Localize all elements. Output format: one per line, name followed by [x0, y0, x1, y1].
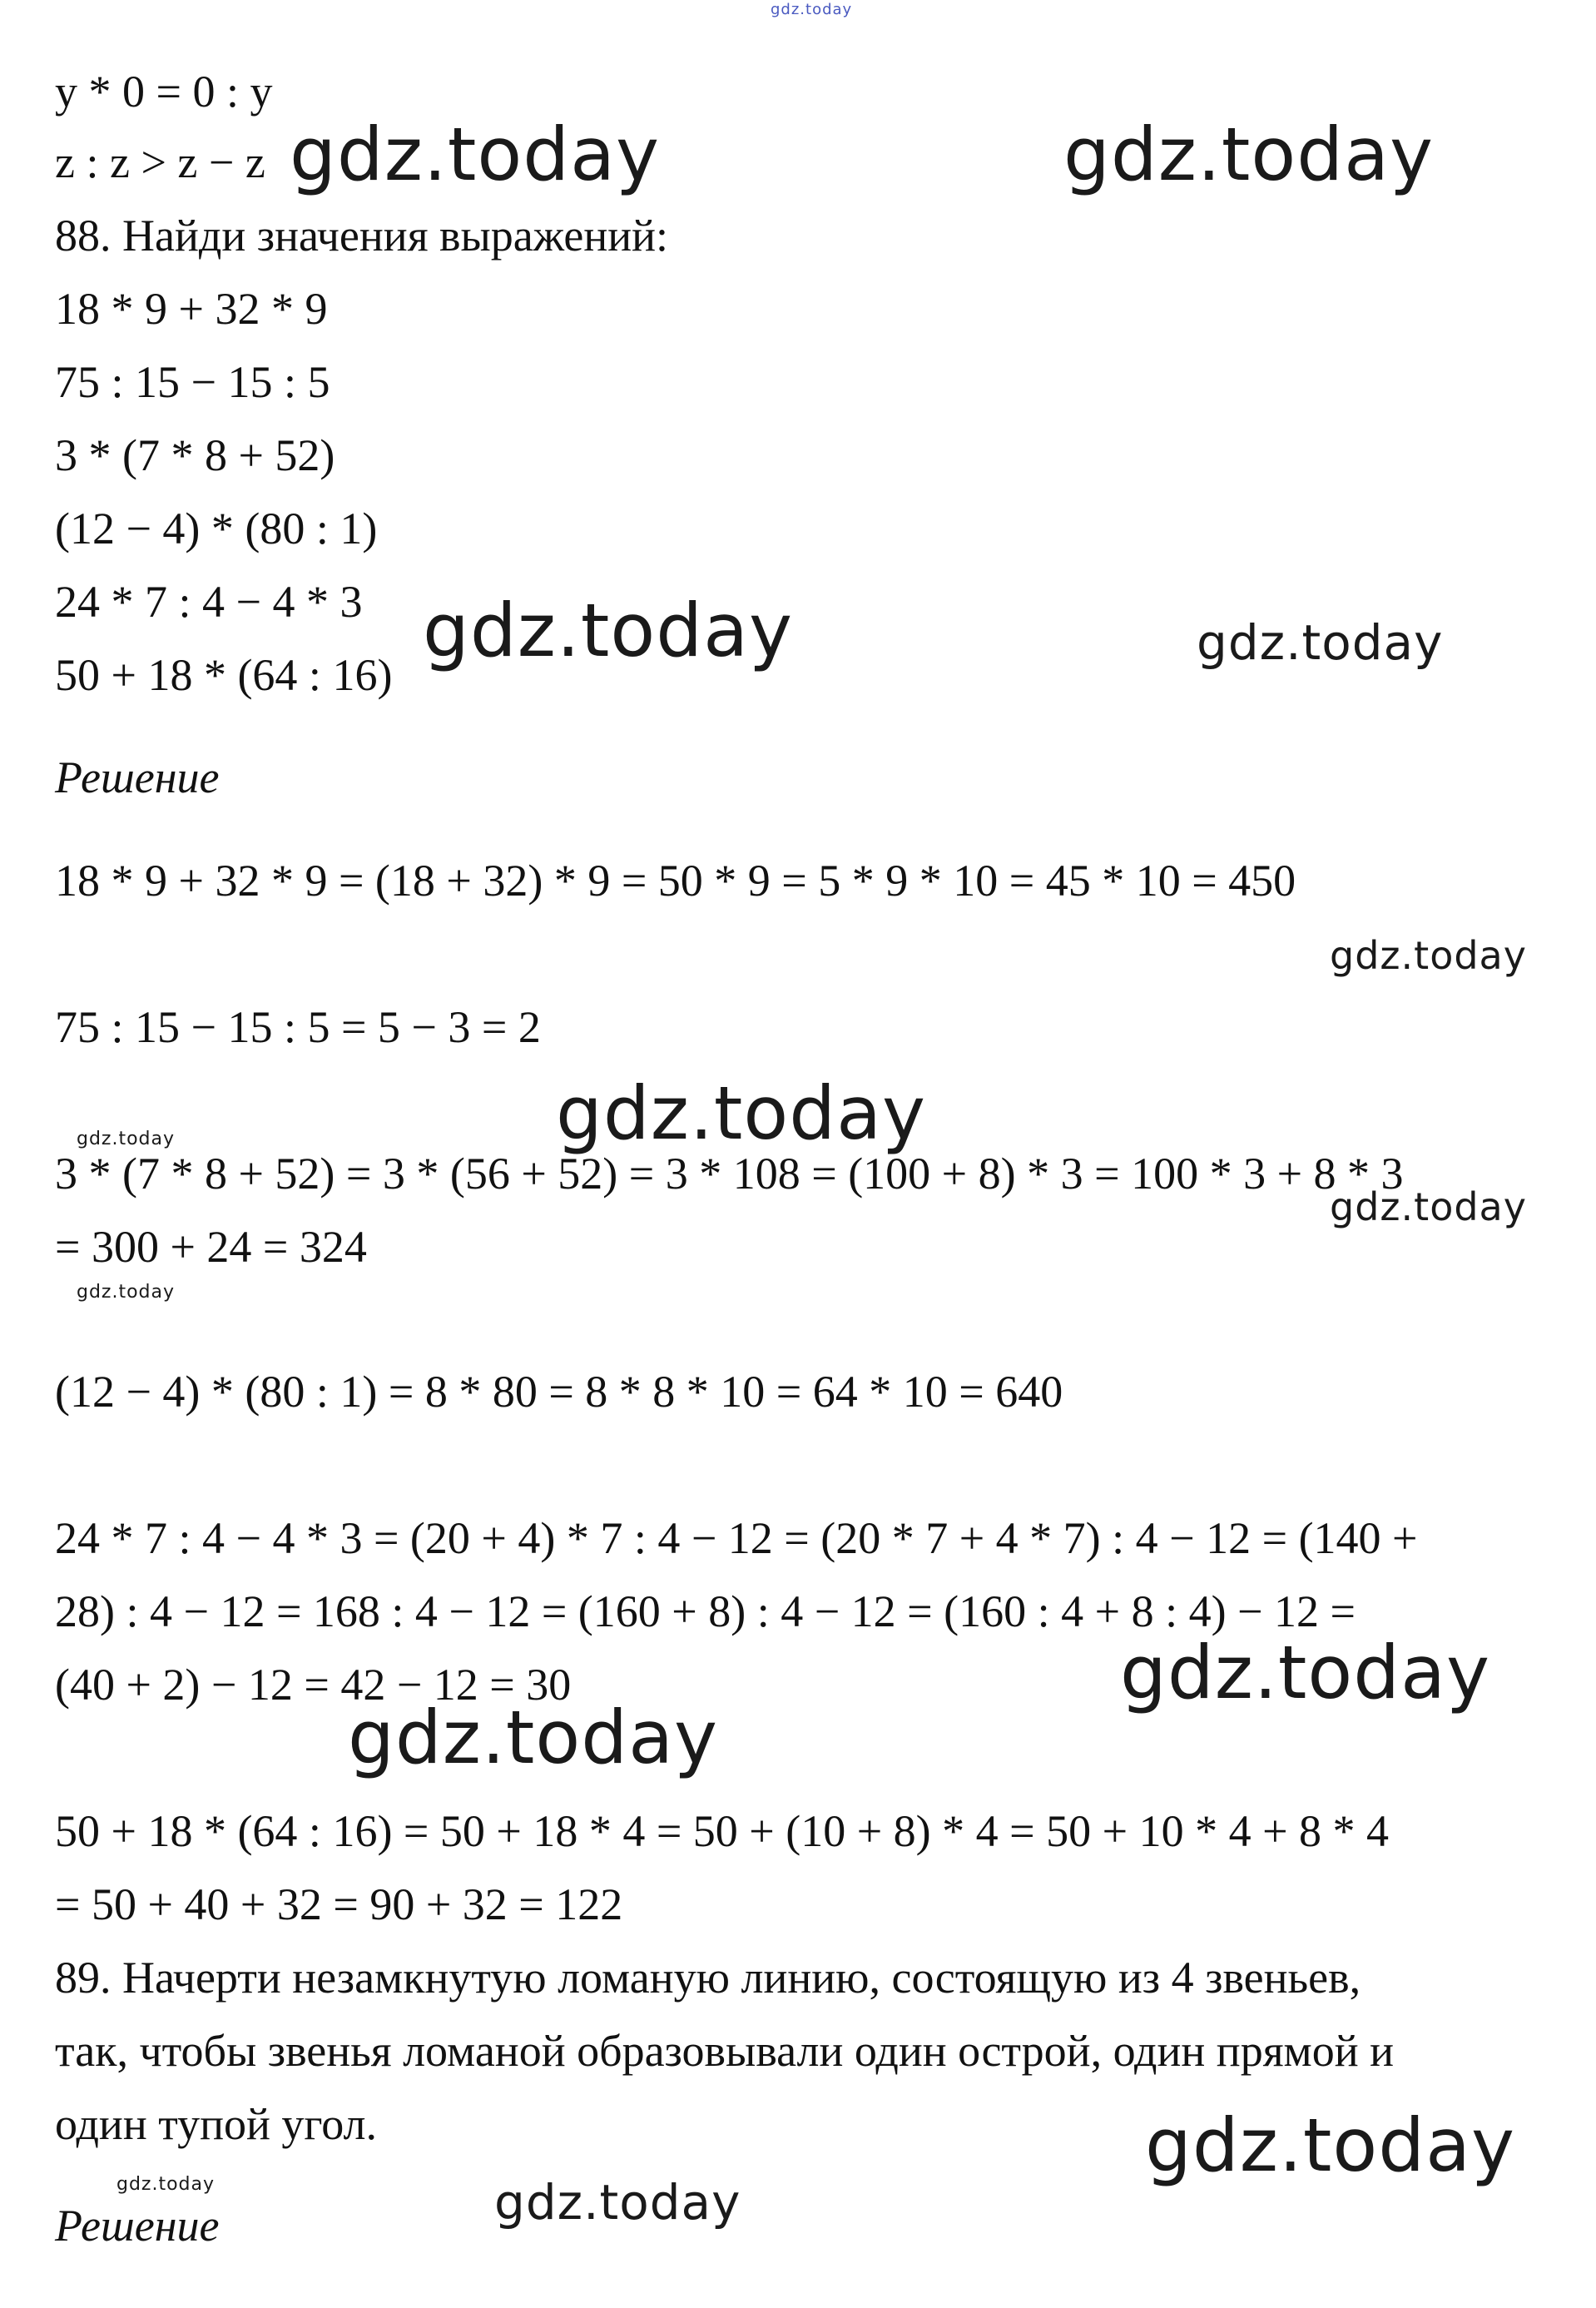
- solution-heading-89: Решение: [55, 2201, 220, 2251]
- watermark: gdz.today: [290, 112, 661, 197]
- task-88-expr-1: 18 * 9 + 32 * 9: [55, 284, 328, 334]
- watermark: gdz.today: [348, 1695, 719, 1780]
- watermark: gdz.today: [1330, 1184, 1527, 1229]
- solution-line-5a: 24 * 7 : 4 − 4 * 3 = (20 + 4) * 7 : 4 − 12 = (20 * 7 + 4 * 7) : 4 − 12 = (140 +: [55, 1513, 1418, 1563]
- watermark: gdz.today: [1063, 112, 1435, 197]
- task-88-expr-3: 3 * (7 * 8 + 52): [55, 430, 335, 480]
- solution-line-2: 75 : 15 − 15 : 5 = 5 − 3 = 2: [55, 1002, 541, 1052]
- task-88-expr-2: 75 : 15 − 15 : 5: [55, 357, 330, 407]
- task-89-line-3: один тупой угол.: [55, 2099, 377, 2149]
- watermark: gdz.today: [1197, 614, 1444, 671]
- solution-line-5c: (40 + 2) − 12 = 42 − 12 = 30: [55, 1660, 572, 1710]
- solution-line-6b: = 50 + 40 + 32 = 90 + 32 = 122: [55, 1879, 623, 1929]
- solution-line-5b: 28) : 4 − 12 = 168 : 4 − 12 = (160 + 8) : 4 − 12 = (160 : 4 + 8 : 4) − 12 =: [55, 1586, 1356, 1636]
- solution-line-3b: = 300 + 24 = 324: [55, 1222, 367, 1272]
- watermark: gdz.today: [116, 2174, 216, 2195]
- watermark: gdz.today: [77, 1282, 176, 1303]
- task-88-heading: 88. Найди значения выражений:: [55, 211, 669, 261]
- watermark: gdz.today: [77, 1129, 176, 1149]
- task-88-expr-4: (12 − 4) * (80 : 1): [55, 504, 378, 553]
- solution-heading-88: Решение: [55, 752, 220, 802]
- watermark: gdz.today: [1120, 1630, 1491, 1715]
- task-89-line-2: так, чтобы звенья ломаной образовывали один острой, один прямой и: [55, 2026, 1395, 2076]
- watermark: gdz.today: [494, 2174, 741, 2231]
- watermark: gdz.today: [1330, 933, 1527, 978]
- solution-line-1: 18 * 9 + 32 * 9 = (18 + 32) * 9 = 50 * 9 = 5 * 9 * 10 = 45 * 10 = 450: [55, 856, 1296, 906]
- watermark-top: gdz.today: [771, 1, 853, 18]
- line-y-expression: y * 0 = 0 : y: [55, 67, 273, 117]
- watermark: gdz.today: [1145, 2102, 1516, 2188]
- line-z-expression: z : z > z − z: [55, 137, 265, 187]
- watermark: gdz.today: [556, 1070, 927, 1156]
- watermark: gdz.today: [423, 588, 794, 673]
- task-88-expr-5: 24 * 7 : 4 − 4 * 3: [55, 577, 363, 627]
- solution-line-3a: 3 * (7 * 8 + 52) = 3 * (56 + 52) = 3 * 108 = (100 + 8) * 3 = 100 * 3 + 8 * 3: [55, 1149, 1404, 1199]
- solution-line-6a: 50 + 18 * (64 : 16) = 50 + 18 * 4 = 50 + (10 + 8) * 4 = 50 + 10 * 4 + 8 * 4: [55, 1806, 1390, 1856]
- solution-line-4: (12 − 4) * (80 : 1) = 8 * 80 = 8 * 8 * 10 = 64 * 10 = 640: [55, 1367, 1063, 1417]
- task-88-expr-6: 50 + 18 * (64 : 16): [55, 650, 393, 700]
- task-89-line-1: 89. Начерти незамкнутую ломаную линию, состоящую из 4 звеньев,: [55, 1953, 1361, 2003]
